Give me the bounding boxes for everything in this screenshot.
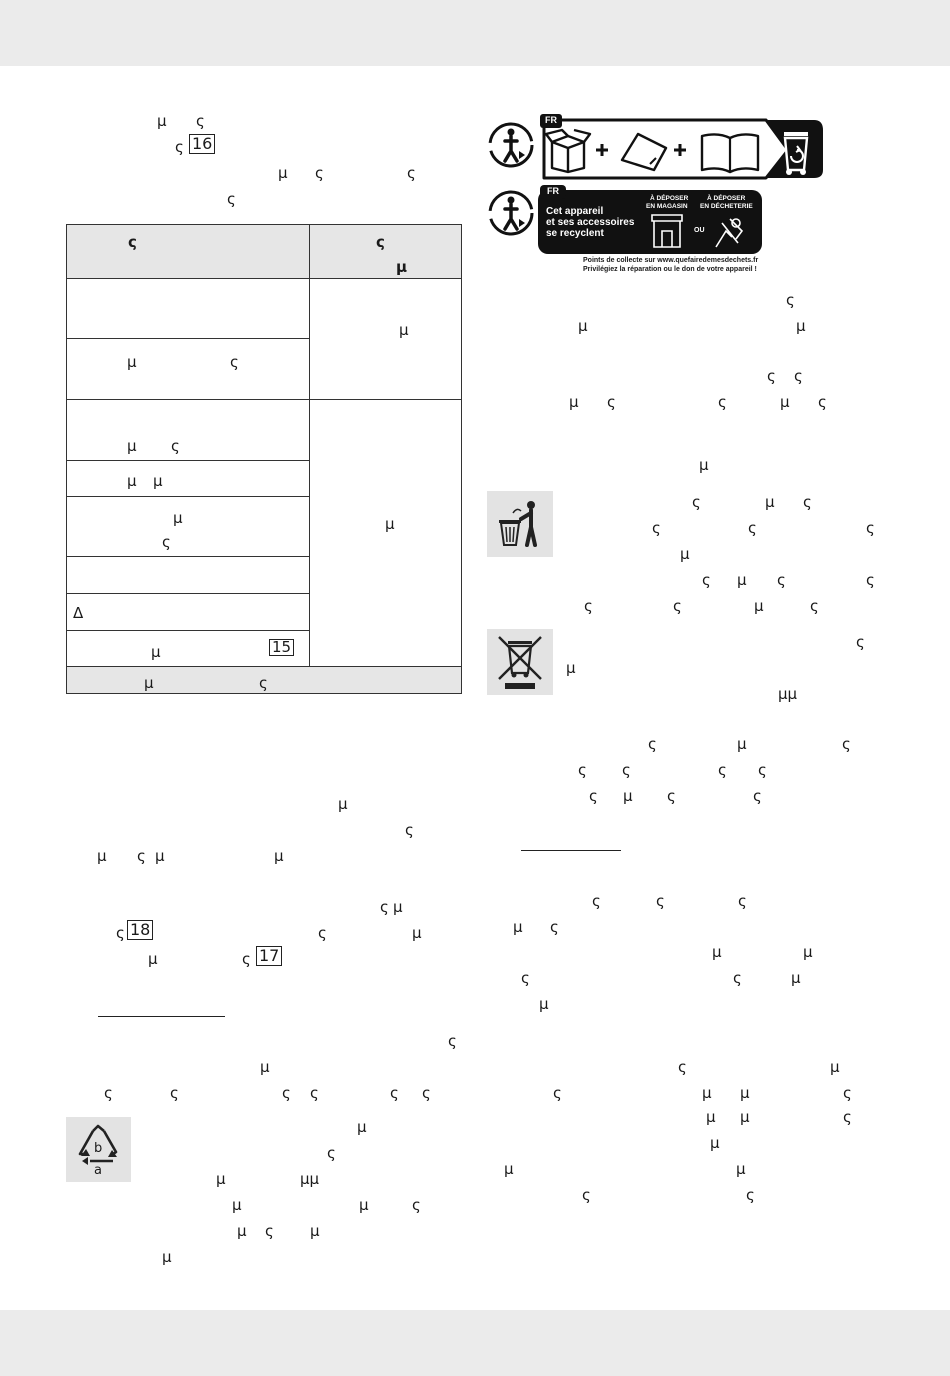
glyph: μ — [765, 493, 775, 511]
glyph: μ — [736, 1160, 746, 1178]
glyph: ς — [553, 1084, 562, 1102]
glyph: μ — [274, 847, 284, 865]
glyph: μ — [737, 571, 747, 589]
triman-line-2: et ses accessoires — [546, 217, 635, 228]
glyph: ς — [786, 291, 795, 309]
glyph: ς — [448, 1032, 457, 1050]
glyph: ς — [607, 393, 616, 411]
glyph: ς — [866, 571, 875, 589]
glyph: μ — [162, 1248, 172, 1266]
glyph: ς — [521, 969, 530, 987]
glyph: ς — [227, 190, 236, 208]
table-cell — [67, 400, 310, 461]
glyph: ς — [718, 761, 727, 779]
glyph: ς — [794, 367, 803, 385]
glyph: μ — [780, 393, 790, 411]
weee-crossed-bin-icon — [487, 629, 553, 695]
top-band — [0, 0, 950, 66]
dump-label-1: À DÉPOSER — [707, 195, 746, 202]
glyph: ς — [843, 1084, 852, 1102]
glyph: μ — [260, 1058, 270, 1076]
glyph: ς — [171, 437, 180, 455]
glyph: μ — [566, 659, 576, 677]
glyph: μ — [338, 795, 348, 813]
glyph: ς — [259, 674, 268, 692]
glyph: ς — [718, 393, 727, 411]
glyph: μ — [412, 924, 422, 942]
shop-label-1: À DÉPOSER — [650, 195, 689, 202]
table-header — [310, 225, 462, 279]
store-icon — [650, 213, 684, 249]
recycle-letter-b: b — [94, 1141, 103, 1156]
table-cell — [310, 279, 462, 400]
reference-number: 16 — [189, 134, 215, 154]
glyph: μ — [173, 509, 183, 527]
glyph: ς — [803, 493, 812, 511]
table-cell — [310, 400, 462, 667]
glyph: μ — [127, 437, 137, 455]
glyph: ς — [648, 735, 657, 753]
glyph: ς — [175, 138, 184, 156]
glyph: μ — [399, 321, 409, 339]
glyph: ς — [748, 519, 757, 537]
glyph: ς — [380, 898, 389, 916]
glyph: ς — [162, 533, 171, 551]
table-cell — [67, 461, 310, 497]
glyph: μ — [127, 353, 137, 371]
glyph: ς — [137, 847, 146, 865]
glyph: ς — [592, 892, 601, 910]
triman-footer-2: Privilégiez la réparation ou le don de votre appareil ! — [583, 266, 757, 273]
glyph: μ — [623, 787, 633, 805]
section-underline — [98, 1016, 225, 1017]
glyph: ς — [242, 950, 251, 968]
fr-tag-1: FR — [545, 115, 557, 125]
glyph: ς — [390, 1084, 399, 1102]
glyph: μ — [97, 847, 107, 865]
glyph: ς — [702, 571, 711, 589]
glyph: ς — [405, 821, 414, 839]
glyph: ς — [866, 519, 875, 537]
glyph: ς — [843, 1108, 852, 1126]
glyph: ς — [116, 924, 125, 942]
table-cell — [67, 557, 310, 594]
glyph: ς — [550, 918, 559, 936]
glyph: μ — [791, 969, 801, 987]
glyph: ς — [777, 571, 786, 589]
glyph: ς — [230, 353, 239, 371]
table-header — [67, 225, 310, 279]
glyph: ς — [170, 1084, 179, 1102]
glyph: μ — [504, 1160, 514, 1178]
table-cell — [67, 497, 310, 557]
glyph: ς — [692, 493, 701, 511]
triman-line-1: Cet appareil — [546, 206, 604, 217]
glyph: μ — [737, 735, 747, 753]
glyph: μ — [155, 847, 165, 865]
glyph: ς — [327, 1144, 336, 1162]
glyph: μ — [712, 943, 722, 961]
glyph: ς — [622, 761, 631, 779]
glyph: ς — [667, 787, 676, 805]
glyph: ς — [315, 164, 324, 182]
glyph: μ — [144, 674, 154, 692]
glyph: μ — [680, 545, 690, 563]
glyph: ς — [578, 761, 587, 779]
glyph: Δ — [73, 604, 84, 622]
table-cell — [67, 594, 310, 631]
glyph: μ — [153, 472, 163, 490]
packaging-info-banner — [538, 112, 825, 180]
glyph: ς — [407, 164, 416, 182]
glyph: ς — [746, 1186, 755, 1204]
glyph: ς — [310, 1084, 319, 1102]
glyph: μ — [569, 393, 579, 411]
glyph: μμ — [778, 685, 798, 703]
glyph: μ — [702, 1084, 712, 1102]
glyph: μ — [385, 515, 395, 533]
triman-line-3: se recyclent — [546, 228, 604, 239]
glyph: ς — [810, 597, 819, 615]
glyph: μμ — [300, 1170, 320, 1188]
glyph: ς — [412, 1196, 421, 1214]
glyph: ς — [376, 233, 385, 251]
table-cell — [67, 339, 310, 400]
table-cell — [67, 279, 310, 339]
glyph: ς — [818, 393, 827, 411]
section-underline — [521, 850, 621, 851]
glyph: μ — [151, 643, 161, 661]
triman-logo-icon — [487, 189, 535, 237]
glyph: ς — [842, 735, 851, 753]
reference-number: 18 — [127, 920, 153, 940]
glyph: μ — [706, 1108, 716, 1126]
glyph: μ — [740, 1084, 750, 1102]
glyph: μ — [359, 1196, 369, 1214]
glyph: ς — [104, 1084, 113, 1102]
glyph: μ — [830, 1058, 840, 1076]
glyph: μ — [393, 898, 403, 916]
tidyman-icon — [487, 491, 553, 557]
glyph: μ — [237, 1222, 247, 1240]
glyph: ς — [733, 969, 742, 987]
table-cell — [67, 631, 310, 667]
glyph: μ — [796, 317, 806, 335]
glyph: μ — [578, 317, 588, 335]
glyph: ς — [128, 233, 137, 251]
glyph: μ — [754, 597, 764, 615]
table-footer — [67, 667, 462, 694]
glyph: ς — [582, 1186, 591, 1204]
glyph: ς — [422, 1084, 431, 1102]
glyph: ς — [678, 1058, 687, 1076]
glyph: μ — [127, 472, 137, 490]
glyph: μ — [310, 1222, 320, 1240]
bottom-band — [0, 1310, 950, 1376]
glyph: ς — [753, 787, 762, 805]
glyph: μ — [803, 943, 813, 961]
glyph: ς — [318, 924, 327, 942]
glyph: μ — [513, 918, 523, 936]
glyph: μ — [699, 456, 709, 474]
glyph: ς — [738, 892, 747, 910]
glyph: μ — [157, 112, 167, 130]
dump-label-2: EN DÉCHETERIE — [700, 203, 753, 210]
recycling-code-icon — [66, 1117, 131, 1182]
glyph: ς — [673, 597, 682, 615]
glyph: μ — [539, 995, 549, 1013]
reference-number: 17 — [256, 946, 282, 966]
reference-number: 15 — [269, 639, 294, 656]
glyph: ς — [196, 112, 205, 130]
glyph: μ — [357, 1118, 367, 1136]
glyph: ς — [767, 367, 776, 385]
triman-footer-1: Points de collecte sur www.quefairedemesdechets.fr — [583, 257, 759, 264]
specs-table — [66, 224, 462, 694]
glyph: ς — [656, 892, 665, 910]
ou-label: OU — [694, 227, 705, 234]
glyph: μ — [216, 1170, 226, 1188]
recycle-letter-a: a — [94, 1163, 102, 1178]
glyph: μ — [396, 258, 408, 276]
dump-site-icon — [712, 213, 748, 249]
glyph: ς — [584, 597, 593, 615]
fr-tag-2: FR — [547, 186, 559, 196]
shop-label-2: EN MAGASIN — [646, 203, 688, 210]
glyph: ς — [265, 1222, 274, 1240]
glyph: μ — [232, 1196, 242, 1214]
glyph: μ — [710, 1134, 720, 1152]
triman-logo-icon — [487, 121, 535, 169]
glyph: μ — [740, 1108, 750, 1126]
glyph: ς — [758, 761, 767, 779]
glyph: ς — [652, 519, 661, 537]
glyph: ς — [282, 1084, 291, 1102]
glyph: ς — [589, 787, 598, 805]
glyph: ς — [856, 633, 865, 651]
glyph: μ — [278, 164, 288, 182]
glyph: μ — [148, 950, 158, 968]
